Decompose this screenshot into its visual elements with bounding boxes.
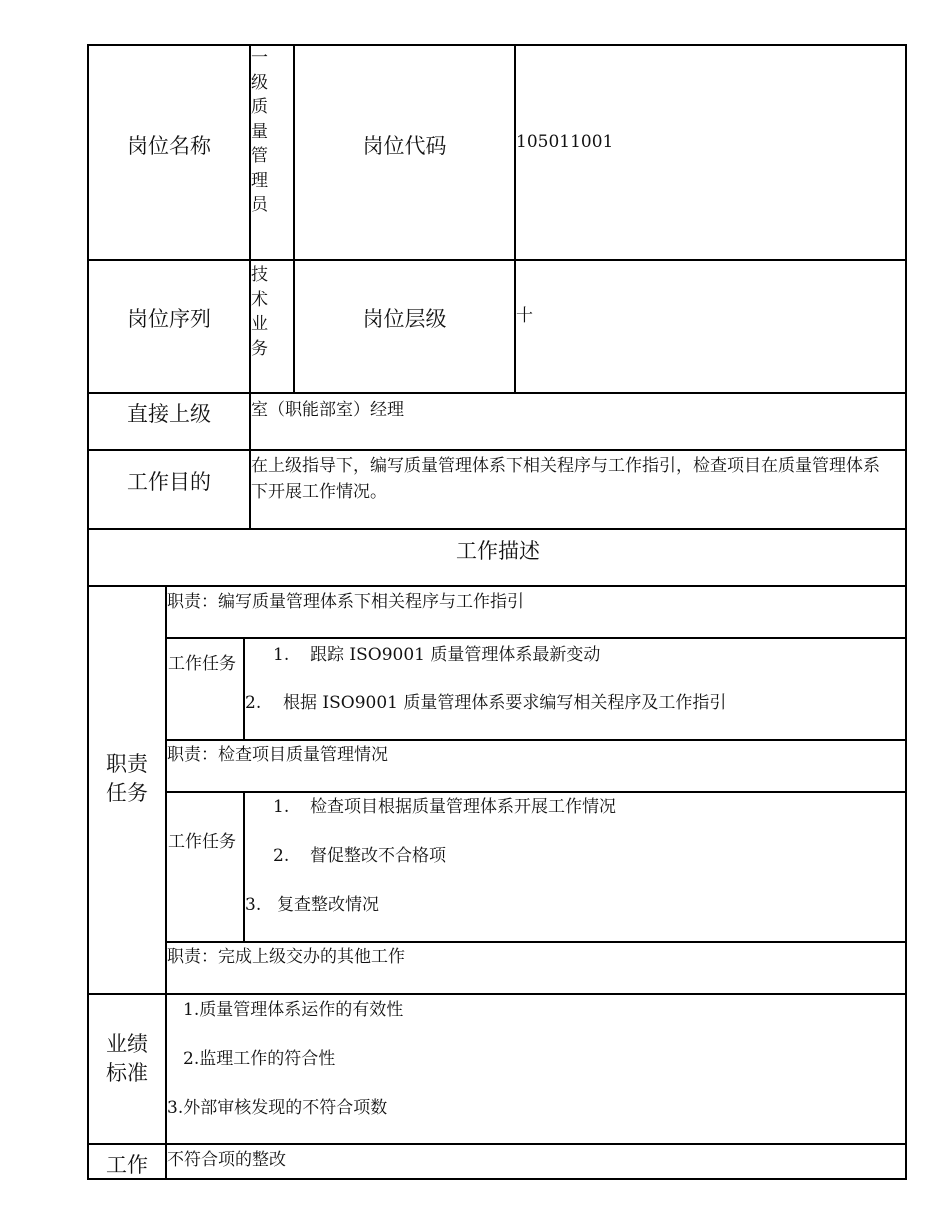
divider [87,585,907,587]
work-value: 不符合项的整改 [167,1150,286,1170]
post-level-label: 岗位层级 [362,307,447,331]
table-border-bottom [87,1178,907,1180]
post-code-value: 105011001 [516,132,614,152]
duty-3: 职责：完成上级交办的其他工作 [167,947,405,967]
post-name-label: 岗位名称 [127,134,211,158]
table-border-left [87,44,89,1180]
duty-1-task-1-number: 1. [273,645,290,665]
supervisor-label: 直接上级 [127,402,211,426]
divider [243,791,245,943]
duty-1: 职责：编写质量管理体系下相关程序与工作指引 [167,592,524,612]
responsibilities-label: 职责任务 [106,752,148,805]
duty-2: 职责：检查项目质量管理情况 [167,745,388,765]
divider [87,259,907,261]
performance-item-1: 1.质量管理体系运作的有效性 [183,1000,404,1020]
purpose-value: 在上级指导下，编写质量管理体系下相关程序与工作指引，检查项目在质量管理体系下开展工作情况。 [251,456,880,502]
divider [514,44,516,393]
divider [87,1143,907,1145]
divider [87,993,907,995]
purpose-label: 工作目的 [127,470,211,494]
work-label: 工作 [106,1153,148,1177]
performance-item-3: 3.外部审核发现的不符合项数 [167,1098,388,1118]
divider [87,392,907,394]
post-sequence-value: 技术业务 [251,265,268,359]
divider [165,739,907,741]
divider [293,44,295,393]
duty-2-task-3-number: 3. [245,895,262,915]
post-level-value: 十 [516,306,533,326]
post-name-value: 一级质量管理员 [251,48,268,215]
table-border-right [905,44,907,1180]
divider [243,637,245,741]
divider [165,941,907,943]
divider [87,528,907,530]
divider [165,791,907,793]
duty-1-task-2: 根据 ISO9001 质量管理体系要求编写相关程序及工作指引 [283,693,727,713]
duty-2-task-label: 工作任务 [168,832,236,852]
duty-1-task-1: 跟踪 ISO9001 质量管理体系最新变动 [310,645,601,665]
divider [165,637,907,639]
table-border-top [87,44,907,46]
duty-2-task-1: 检查项目根据质量管理体系开展工作情况 [310,797,616,817]
post-sequence-label: 岗位序列 [127,307,211,331]
performance-item-2: 2.监理工作的符合性 [183,1049,336,1069]
duty-1-task-2-number: 2. [245,693,262,713]
divider [165,585,167,1180]
duty-2-task-2: 督促整改不合格项 [310,846,446,866]
duty-2-task-2-number: 2. [273,846,290,866]
duty-2-task-3: 复查整改情况 [277,895,379,915]
supervisor-value: 室（职能部室）经理 [251,400,404,420]
duty-1-task-label: 工作任务 [168,654,236,674]
performance-label: 业绩标准 [106,1032,148,1085]
duty-2-task-1-number: 1. [273,797,290,817]
divider [87,449,907,451]
work-description-title: 工作描述 [456,539,540,563]
post-code-label: 岗位代码 [362,134,447,158]
